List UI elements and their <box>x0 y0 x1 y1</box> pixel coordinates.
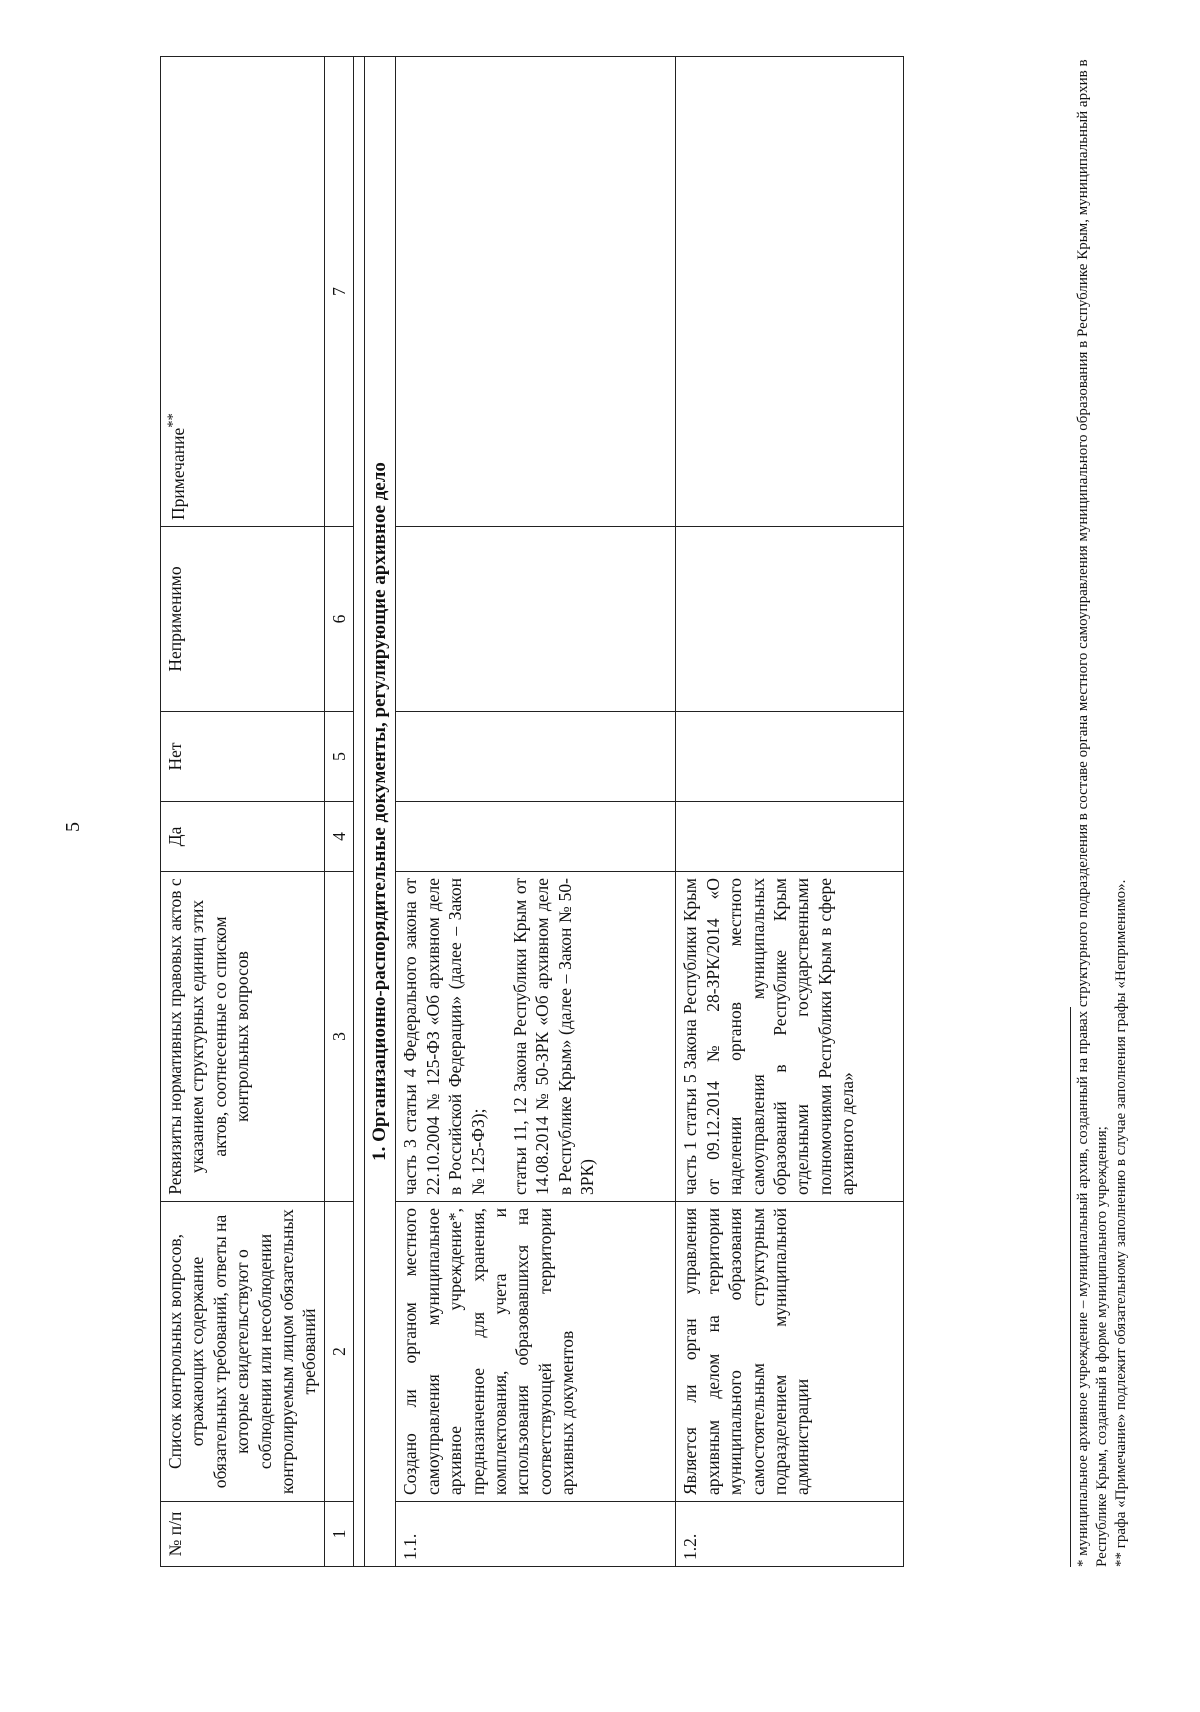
column-number: 1 <box>324 1502 353 1567</box>
column-number: 5 <box>324 712 353 802</box>
note-cell[interactable] <box>676 57 904 527</box>
section-row <box>365 57 396 1567</box>
row-number: 1.1. <box>396 1502 676 1567</box>
answer-yes-cell[interactable] <box>396 802 676 872</box>
column-number: 3 <box>324 872 353 1202</box>
header-note-mark: ** <box>165 413 181 428</box>
footnote-archive-institution: * муниципальное архивное учреждение – муниципальный архив, созданный на правах структурного подразделения в составе органа местного самоуправления муниципального образования в Республике Крым, муниципальный архив в Республике Крым, созданный в форме муниципального учреждения; <box>1075 59 1111 1567</box>
answer-not-applicable-cell[interactable] <box>396 527 676 712</box>
footnotes <box>1074 57 1132 1567</box>
row-question: Создано ли органом местного самоуправления муниципальное архивное учреждение*, предназначенное для хранения, комплектования, учета и использования образовавшихся на соответствующей территории архивных документов <box>396 1202 676 1502</box>
checklist-table <box>160 56 904 1567</box>
answer-yes-cell[interactable] <box>676 802 904 872</box>
column-number-row <box>324 57 353 1567</box>
table-row <box>676 57 904 1567</box>
reference-text: часть 1 статьи 5 Закона Республики Крым от 09.12.2014 № 28-ЗРК/2014 «О наделении органов местного самоуправления муниципальных образований в Республике Крым отдельными государственными полномочиями Республики Крым в сфере архивного дела» <box>680 878 858 1195</box>
header-note-label: Примечание <box>167 427 188 520</box>
header-yes: Да <box>161 802 325 872</box>
answer-no-cell[interactable] <box>396 712 676 802</box>
header-number: № п/п <box>161 1502 325 1567</box>
header-not-applicable: Неприменимо <box>161 527 325 712</box>
header-note <box>161 57 325 527</box>
reference-text: статьи 11, 12 Закона Республики Крым от 14.08.2014 № 50-ЗРК «Об архивном деле в Республике Крым» (далее – Закон № 50-ЗРК) <box>510 878 598 1195</box>
answer-not-applicable-cell[interactable] <box>676 527 904 712</box>
header-row <box>161 57 325 1567</box>
row-references <box>676 872 904 1202</box>
row-references <box>396 872 676 1202</box>
section-title: 1. Организационно-распорядительные документы, регулирующие архивное дело <box>365 57 396 1567</box>
header-references: Реквизиты нормативных правовых актов с указанием структурных единиц этих актов, соотнесенные со списком контрольных вопросов <box>161 872 325 1202</box>
column-number: 4 <box>324 802 353 872</box>
header-questions: Список контрольных вопросов, отражающих содержание обязательных требований, ответы на которые свидетельствуют о соблюдении или несоблюдении контролируемым лицом обязательных требований <box>161 1202 325 1502</box>
row-question: Является ли орган управления архивным делом на территории муниципального образования самостоятельным структурным подразделением муниципальной администрации <box>676 1202 904 1502</box>
column-number: 2 <box>324 1202 353 1502</box>
column-number: 7 <box>324 57 353 527</box>
note-cell[interactable] <box>396 57 676 527</box>
reference-text: часть 3 статьи 4 Федерального закона от 22.10.2004 № 125-ФЗ «Об архивном деле в Российской Федерации» (далее – Закон № 125-ФЗ); <box>400 878 488 1195</box>
footnote-divider <box>1070 1007 1071 1567</box>
answer-no-cell[interactable] <box>676 712 904 802</box>
column-number: 6 <box>324 527 353 712</box>
header-no: Нет <box>161 712 325 802</box>
page-number: 5 <box>62 822 84 832</box>
table-row <box>396 57 676 1567</box>
spacer-cell <box>354 57 365 1567</box>
row-number: 1.2. <box>676 1502 904 1567</box>
footnote-note-column: ** графа «Примечание» подлежит обязательному заполнению в случае заполнения графы «Неприменимо». <box>1113 879 1130 1567</box>
spacer-row <box>354 57 365 1567</box>
